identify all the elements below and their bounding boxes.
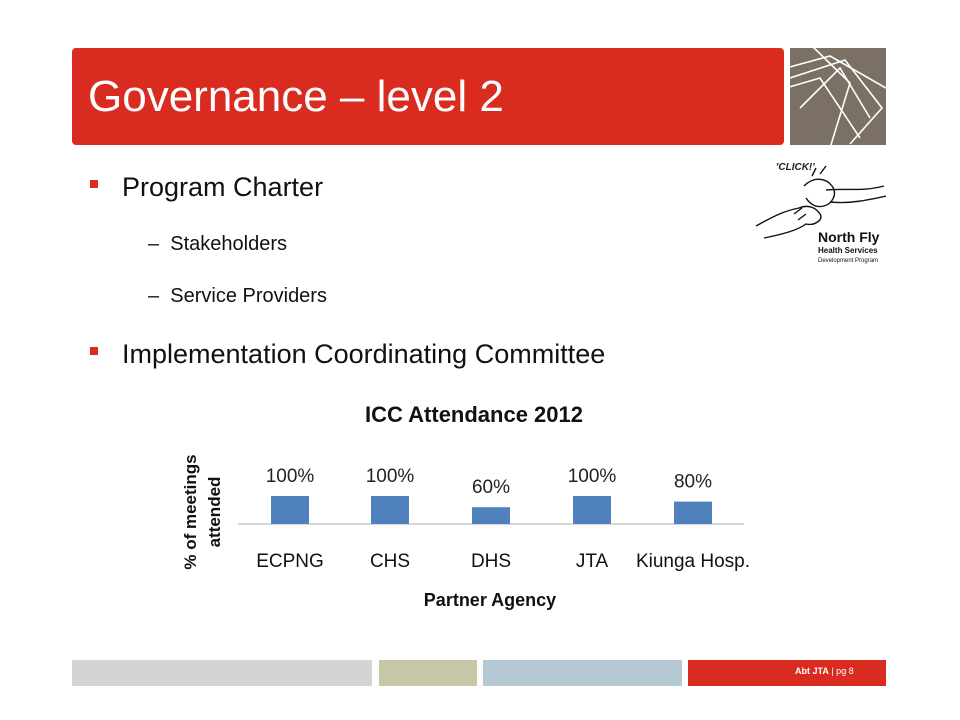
data-label: 60% bbox=[471, 477, 511, 499]
corner-lines-icon bbox=[790, 48, 886, 145]
footer-brand: Abt JTA bbox=[795, 666, 829, 676]
data-label: 80% bbox=[673, 471, 713, 493]
logo-line-2: Health Services bbox=[818, 246, 878, 255]
footer-bar-gray bbox=[72, 660, 372, 686]
sub-dash: – bbox=[148, 233, 160, 255]
footer-bar-olive bbox=[379, 660, 477, 686]
y-label-line1: % of meetings bbox=[181, 454, 200, 570]
fist-bump-icon bbox=[756, 166, 886, 238]
category-tick-label: ECPNG bbox=[256, 551, 324, 572]
logo-org-name: North Fly bbox=[818, 229, 880, 245]
decorative-corner-graphic bbox=[790, 48, 886, 145]
footer-page: | pg 8 bbox=[828, 666, 854, 676]
category-tick-label: Kiunga Hosp. bbox=[635, 551, 751, 572]
slide-title: Governance – level 2 bbox=[88, 72, 504, 121]
chart-y-label bbox=[181, 454, 224, 569]
subitem-stakeholders bbox=[148, 233, 287, 256]
bar-dhs bbox=[472, 507, 510, 524]
bullet-program-charter bbox=[122, 172, 323, 203]
sub-label: Stakeholders bbox=[170, 233, 287, 255]
y-label-line2: attended bbox=[205, 476, 224, 548]
north-fly-logo bbox=[754, 156, 886, 268]
chart-title: ICC Attendance 2012 bbox=[364, 402, 584, 427]
bar-chs bbox=[371, 496, 409, 524]
bullet-square-icon bbox=[90, 180, 98, 188]
bullet-label: Implementation Coordinating Committee bbox=[122, 339, 606, 369]
title-bar bbox=[72, 48, 784, 145]
data-label: 100% bbox=[567, 466, 617, 487]
sub-label: Service Providers bbox=[170, 285, 327, 307]
footer-bar-blue bbox=[483, 660, 682, 686]
category-tick-label: DHS bbox=[470, 551, 512, 572]
bullet-square-icon bbox=[90, 347, 98, 355]
bar-jta bbox=[573, 496, 611, 524]
logo-line-3: Development Program bbox=[818, 258, 879, 264]
bar-kiunga-hosp bbox=[674, 502, 712, 524]
bullet-label: Program Charter bbox=[122, 172, 324, 202]
bar-ecpng bbox=[271, 496, 309, 524]
bar-group bbox=[256, 466, 750, 572]
data-label: 100% bbox=[265, 466, 315, 487]
subitem-service-providers bbox=[148, 285, 327, 308]
icc-attendance-chart bbox=[160, 388, 780, 628]
footer-page-label bbox=[795, 666, 854, 676]
x-axis-label: Partner Agency bbox=[423, 590, 557, 610]
footer-bar-red bbox=[688, 660, 886, 686]
category-tick-label: JTA bbox=[575, 551, 609, 572]
logo-click-text: 'CLICK!' bbox=[776, 162, 815, 173]
bullet-icc bbox=[122, 339, 605, 370]
sub-dash: – bbox=[148, 285, 160, 307]
category-tick-label: CHS bbox=[369, 551, 411, 572]
data-label: 100% bbox=[365, 466, 415, 487]
